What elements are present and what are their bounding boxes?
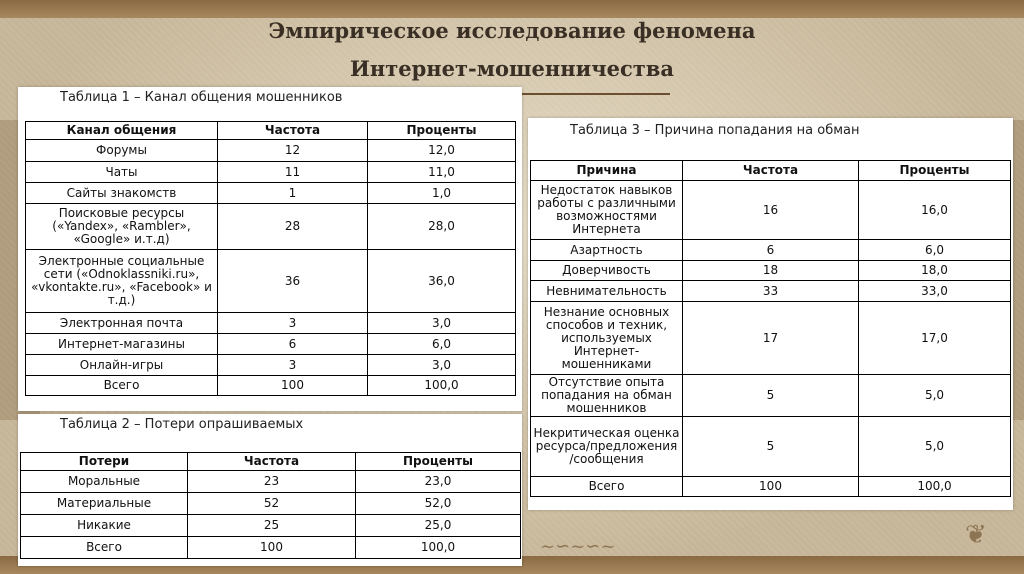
table1-caption: Таблица 1 – Канал общения мошенников [60,90,343,105]
table3-cell: 16,0 [859,181,1011,240]
table1-cell: Электронная почта [26,313,218,334]
table2-cell: 100 [188,537,356,559]
table1-cell: 11,0 [368,162,516,183]
table2-cell: Моральные [21,471,188,493]
table3-cell: 5,0 [859,375,1011,417]
table3-cell: 5,0 [859,417,1011,477]
table1-row [26,183,516,204]
table2-header-cell: Частота [188,453,356,471]
table2-panel [18,414,522,566]
table2-cell: 25,0 [356,515,521,537]
table3-header-cell: Проценты [859,161,1011,181]
table1-row [26,355,516,376]
table1-row [26,376,516,396]
table1-row [26,313,516,334]
table2-row [21,493,521,515]
table2-row [21,537,521,559]
table3-cell: Азартность [531,240,683,261]
table1-cell: 28,0 [368,204,516,250]
table2-header-cell: Проценты [356,453,521,471]
table3-row [531,375,1011,417]
table1-cell: Всего [26,376,218,396]
table1-cell: Электронные социальные сети («Odnoklassniki.ru», «vkontakte.ru», «Facebook» и т.д.) [26,250,218,313]
table2-cell: Никакие [21,515,188,537]
table2-cell: 52,0 [356,493,521,515]
table1-cell: 6 [218,334,368,355]
slide-title [0,12,1024,88]
table1-cell: 36,0 [368,250,516,313]
table1-cell: Интернет-магазины [26,334,218,355]
table3-header-cell: Причина [531,161,683,181]
table1-cell: Онлайн-игры [26,355,218,376]
table3-header-cell: Частота [683,161,859,181]
table1-cell: 3 [218,355,368,376]
table1-row [26,334,516,355]
table3-cell: 18 [683,261,859,281]
table2-row [21,471,521,493]
table3-cell: Незнание основных способов и техник, используемых Интернет-мошенниками [531,302,683,375]
table1 [25,121,516,396]
table3 [530,160,1011,497]
corner-ornament: ❦ [965,520,987,550]
table1-cell: 3,0 [368,355,516,376]
table1-cell: 12 [218,140,368,162]
table2-cell: 100,0 [356,537,521,559]
table2-cell: 52 [188,493,356,515]
table2-cell: 23,0 [356,471,521,493]
table3-row [531,240,1011,261]
table1-cell: 12,0 [368,140,516,162]
table1-cell: 3 [218,313,368,334]
table1-cell: 100,0 [368,376,516,396]
table3-row [531,181,1011,240]
table3-cell: 16 [683,181,859,240]
table3-cell: Невнимательность [531,281,683,302]
table2-header-row [21,453,521,471]
table1-row [26,162,516,183]
table3-row [531,302,1011,375]
table1-cell: 1 [218,183,368,204]
table2-header-cell: Потери [21,453,188,471]
table3-row [531,281,1011,302]
table3-cell: Недостаток навыков работы с различными возможностями Интернета [531,181,683,240]
table1-cell: Форумы [26,140,218,162]
table2-caption: Таблица 2 – Потери опрашиваемых [60,417,304,432]
table3-cell: 18,0 [859,261,1011,281]
table3-cell: Всего [531,477,683,497]
table1-header-cell: Канал общения [26,122,218,140]
table1-cell: Сайты знакомств [26,183,218,204]
table3-cell: 5 [683,417,859,477]
table3-cell: Доверчивость [531,261,683,281]
table2-row [21,515,521,537]
table1-cell: 28 [218,204,368,250]
table3-cell: Некритическая оценка ресурса/предложения /сообщения [531,417,683,477]
table1-header-cell: Частота [218,122,368,140]
table2-cell: Материальные [21,493,188,515]
table3-row [531,477,1011,497]
table1-cell: 3,0 [368,313,516,334]
table3-caption: Таблица 3 – Причина попадания на обман [570,123,860,138]
table3-cell: 6,0 [859,240,1011,261]
table3-cell: 6 [683,240,859,261]
table2 [20,452,521,559]
table1-panel [18,87,522,411]
table3-header-row [531,161,1011,181]
table3-panel [528,118,1013,510]
table1-row [26,250,516,313]
bottom-flourish: ~∽~∽~ [540,536,616,557]
table2-cell: 25 [188,515,356,537]
title-line-2: Интернет-мошенничества [350,56,674,81]
title-line-1: Эмпирическое исследование феномена [268,18,756,43]
table1-cell: Поисковые ресурсы («Yandex», «Rambler», «Google» и.т.д) [26,204,218,250]
table3-cell: 33,0 [859,281,1011,302]
table1-header-cell: Проценты [368,122,516,140]
title-ornament [520,93,670,95]
table2-cell: Всего [21,537,188,559]
table1-cell: 1,0 [368,183,516,204]
table1-row [26,140,516,162]
table3-row [531,261,1011,281]
table3-cell: 33 [683,281,859,302]
table3-cell: 100 [683,477,859,497]
table1-header-row [26,122,516,140]
table1-cell: 36 [218,250,368,313]
table3-cell: Отсутствие опыта попадания на обман мошенников [531,375,683,417]
table1-cell: 6,0 [368,334,516,355]
table3-cell: 17 [683,302,859,375]
table1-cell: 100 [218,376,368,396]
table3-cell: 5 [683,375,859,417]
table1-cell: Чаты [26,162,218,183]
table3-row [531,417,1011,477]
table2-cell: 23 [188,471,356,493]
table1-row [26,204,516,250]
table3-cell: 17,0 [859,302,1011,375]
table1-cell: 11 [218,162,368,183]
table3-cell: 100,0 [859,477,1011,497]
